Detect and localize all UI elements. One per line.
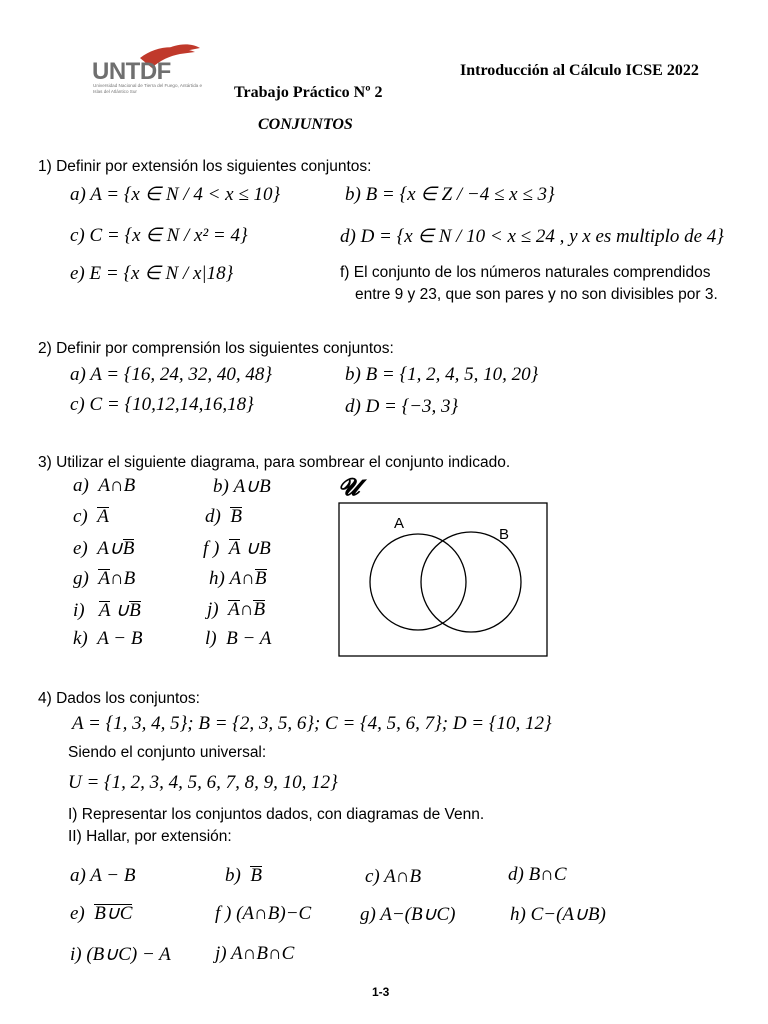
- q3-item-k: k) A − B: [73, 628, 143, 649]
- q3-item-c: c) A: [73, 506, 109, 527]
- q4-item-b: b) B: [225, 865, 262, 886]
- q4-item-c: c) A∩B: [365, 866, 422, 887]
- universe-label: 𝓤: [338, 475, 360, 501]
- q1-item-a: a) A = {x ∈ N / 4 < x ≤ 10}: [70, 184, 281, 205]
- course-title: Introducción al Cálculo ICSE 2022: [460, 62, 699, 79]
- venn-diagram: [338, 502, 550, 658]
- q3-item-j: j) A∩B: [207, 599, 266, 620]
- q3-item-l: l) B − A: [205, 628, 272, 649]
- q2-item-d: d) D = {−3, 3}: [345, 396, 459, 417]
- practice-title: Trabajo Práctico Nº 2: [234, 84, 383, 101]
- q3-item-b: b) A∪B: [213, 476, 271, 497]
- q1-item-f-line2: entre 9 y 23, que son pares y no son divisibles por 3.: [355, 286, 718, 303]
- q1-item-b: b) B = {x ∈ Z / −4 ≤ x ≤ 3}: [345, 184, 555, 205]
- q3-title: 3) Utilizar el siguiente diagrama, para sombrear el conjunto indicado.: [38, 454, 511, 471]
- q4-universal-set: U = {1, 2, 3, 4, 5, 6, 7, 8, 9, 10, 12}: [68, 772, 338, 793]
- set-a-label: A: [394, 515, 405, 532]
- q4-item-j: j) A∩B∩C: [215, 943, 295, 964]
- q2-title: 2) Definir por comprensión los siguientes conjuntos:: [38, 340, 394, 357]
- q1-item-c: c) C = {x ∈ N / x² = 4}: [70, 225, 248, 246]
- logo-name: UNTDF: [92, 58, 171, 85]
- q4-part-2: II) Hallar, por extensión:: [68, 828, 232, 845]
- q1-item-d: d) D = {x ∈ N / 10 < x ≤ 24 , y x es multiplo de 4}: [340, 226, 724, 247]
- q3-item-e: e) A∪B: [73, 538, 135, 559]
- q1-title: 1) Definir por extensión los siguientes conjuntos:: [38, 158, 372, 175]
- q2-item-a: a) A = {16, 24, 32, 40, 48}: [70, 364, 273, 385]
- q2-item-c: c) C = {10,12,14,16,18}: [70, 394, 254, 415]
- q4-part-1: I) Representar los conjuntos dados, con diagramas de Venn.: [68, 806, 485, 823]
- topic-title: CONJUNTOS: [258, 116, 353, 133]
- q4-item-f: f ) (A∩B)−C: [215, 903, 312, 924]
- q1-item-f-line1: f) El conjunto de los números naturales comprendidos: [340, 264, 711, 281]
- q4-sets: A = {1, 3, 4, 5}; B = {2, 3, 5, 6}; C = {4, 5, 6, 7}; D = {10, 12}: [72, 713, 552, 734]
- q3-item-g: g) A∩B: [73, 568, 136, 589]
- q3-item-i: i) A ∪B: [73, 600, 141, 621]
- logo-subtitle: Universidad Nacional de Tierra del Fuego, Antártida e Islas del Atlántico Sur: [93, 83, 203, 94]
- q4-item-d: d) B∩C: [508, 864, 567, 885]
- set-b-circle: [421, 532, 521, 632]
- q4-item-e: e) B∪C: [70, 903, 133, 924]
- q1-item-e: e) E = {x ∈ N / x|18}: [70, 263, 234, 284]
- set-a-circle: [370, 534, 466, 630]
- q3-item-d: d) B: [205, 506, 242, 527]
- q2-item-b: b) B = {1, 2, 4, 5, 10, 20}: [345, 364, 539, 385]
- q4-universal-label: Siendo el conjunto universal:: [68, 744, 267, 761]
- page-number: 1-3: [372, 985, 390, 999]
- q4-item-a: a) A − B: [70, 865, 136, 886]
- q4-item-g: g) A−(B∪C): [360, 904, 456, 925]
- set-b-label: B: [499, 526, 510, 543]
- q4-item-h: h) C−(A∪B): [510, 904, 606, 925]
- q4-title: 4) Dados los conjuntos:: [38, 690, 200, 707]
- q3-item-a: a) A∩B: [73, 475, 136, 496]
- q4-item-i: i) (B∪C) − A: [70, 944, 171, 965]
- q3-item-h: h) A∩B: [209, 568, 267, 589]
- q3-item-f: f ) A ∪B: [203, 538, 271, 559]
